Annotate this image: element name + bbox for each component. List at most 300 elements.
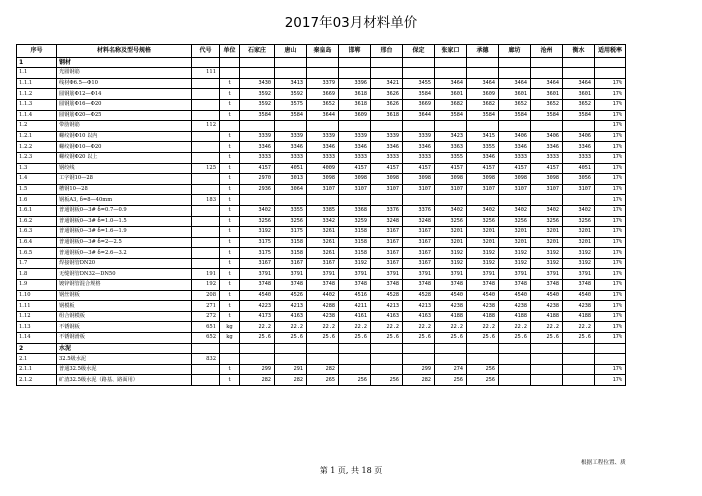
column-header: 代号 xyxy=(192,45,220,58)
material-code: 652 xyxy=(192,333,220,344)
material-name: 光圆钢筋 xyxy=(57,68,192,79)
tax-rate: 17% xyxy=(595,174,626,185)
price-tangshan: 3175 xyxy=(275,227,307,238)
unit: t xyxy=(220,205,240,216)
unit xyxy=(220,121,240,132)
material-name: 普通钢板0—3# δ=1.0—1.5 xyxy=(57,216,192,227)
price-chengde xyxy=(467,57,499,68)
tax-rate: 17% xyxy=(595,375,626,386)
price-zhangjiakou xyxy=(435,121,467,132)
price-qinhuangdao: 3748 xyxy=(307,280,339,291)
price-qinhuangdao: 3339 xyxy=(307,131,339,142)
price-handan: 3259 xyxy=(339,216,371,227)
price-handan: 3609 xyxy=(339,110,371,121)
tax-rate: 17% xyxy=(595,121,626,132)
tax-rate: 17% xyxy=(595,269,626,280)
column-header: 承德 xyxy=(467,45,499,58)
price-baoding: 3167 xyxy=(403,237,435,248)
price-shijiazhuang xyxy=(240,68,275,79)
unit: t xyxy=(220,280,240,291)
price-cangzhou: 3652 xyxy=(531,99,563,110)
price-chengde: 3098 xyxy=(467,174,499,185)
table-body xyxy=(17,57,626,385)
price-langfang xyxy=(499,121,531,132)
price-cangzhou: 3098 xyxy=(531,174,563,185)
price-baoding: 25.6 xyxy=(403,333,435,344)
table-row xyxy=(17,237,626,248)
material-code xyxy=(192,227,220,238)
material-code xyxy=(192,131,220,142)
price-baoding: 282 xyxy=(403,375,435,386)
price-shijiazhuang: 3167 xyxy=(240,258,275,269)
table-row xyxy=(17,110,626,121)
price-hengshui: 3402 xyxy=(563,205,595,216)
table-row xyxy=(17,354,626,365)
price-qinhuangdao: 3385 xyxy=(307,205,339,216)
unit: kg xyxy=(220,322,240,333)
tax-rate xyxy=(595,354,626,365)
price-qinhuangdao xyxy=(307,195,339,206)
price-zhangjiakou: 256 xyxy=(435,375,467,386)
price-tangshan: 3575 xyxy=(275,99,307,110)
price-xingtai: 4157 xyxy=(371,163,403,174)
price-handan: 3368 xyxy=(339,205,371,216)
price-baoding xyxy=(403,195,435,206)
price-langfang xyxy=(499,68,531,79)
price-zhangjiakou: 3464 xyxy=(435,78,467,89)
price-handan: 22.2 xyxy=(339,322,371,333)
price-zhangjiakou: 3192 xyxy=(435,248,467,259)
price-cangzhou: 3192 xyxy=(531,248,563,259)
price-shijiazhuang: 25.6 xyxy=(240,333,275,344)
price-hengshui: 3333 xyxy=(563,152,595,163)
price-shijiazhuang: 3339 xyxy=(240,131,275,142)
price-xingtai: 4528 xyxy=(371,290,403,301)
tax-rate: 17% xyxy=(595,258,626,269)
price-cangzhou: 4238 xyxy=(531,301,563,312)
price-chengde: 3256 xyxy=(467,216,499,227)
item-number: 2.1.1 xyxy=(17,364,57,375)
unit: t xyxy=(220,290,240,301)
price-handan xyxy=(339,57,371,68)
price-hengshui: 3201 xyxy=(563,237,595,248)
table-row xyxy=(17,184,626,195)
price-chengde: 3584 xyxy=(467,110,499,121)
price-cangzhou: 4188 xyxy=(531,311,563,322)
price-handan: 3346 xyxy=(339,142,371,153)
material-code: 208 xyxy=(192,290,220,301)
price-cangzhou: 3406 xyxy=(531,131,563,142)
item-number: 1.2.3 xyxy=(17,152,57,163)
price-tangshan: 3158 xyxy=(275,237,307,248)
item-number: 1 xyxy=(17,57,57,68)
table-row xyxy=(17,280,626,291)
material-name: 组合钢模板 xyxy=(57,311,192,322)
price-tangshan xyxy=(275,121,307,132)
tax-rate: 17% xyxy=(595,131,626,142)
price-xingtai: 22.2 xyxy=(371,322,403,333)
unit: t xyxy=(220,375,240,386)
page-title: 2017年03月材料单价 xyxy=(284,15,418,31)
column-header: 适用税率 xyxy=(595,45,626,58)
price-hengshui xyxy=(563,343,595,354)
material-code: 183 xyxy=(192,195,220,206)
material-code xyxy=(192,364,220,375)
price-langfang xyxy=(499,343,531,354)
price-qinhuangdao: 4402 xyxy=(307,290,339,301)
price-tangshan: 25.6 xyxy=(275,333,307,344)
price-tangshan xyxy=(275,354,307,365)
unit: t xyxy=(220,99,240,110)
price-chengde: 4188 xyxy=(467,311,499,322)
material-code xyxy=(192,184,220,195)
price-tangshan: 4163 xyxy=(275,311,307,322)
price-zhangjiakou: 3423 xyxy=(435,131,467,142)
price-zhangjiakou xyxy=(435,354,467,365)
table-row xyxy=(17,131,626,142)
tax-rate: 17% xyxy=(595,311,626,322)
price-shijiazhuang: 3592 xyxy=(240,89,275,100)
tax-rate: 17% xyxy=(595,110,626,121)
table-row xyxy=(17,248,626,259)
price-chengde: 3748 xyxy=(467,280,499,291)
price-qinhuangdao: 3379 xyxy=(307,78,339,89)
price-handan xyxy=(339,364,371,375)
price-chengde: 3464 xyxy=(467,78,499,89)
price-qinhuangdao: 4238 xyxy=(307,311,339,322)
price-tangshan xyxy=(275,57,307,68)
price-langfang: 3464 xyxy=(499,78,531,89)
price-baoding xyxy=(403,343,435,354)
price-cangzhou: 3464 xyxy=(531,78,563,89)
material-name: 焊接钢管DN20 xyxy=(57,258,192,269)
price-hengshui: 3201 xyxy=(563,227,595,238)
price-handan: 4157 xyxy=(339,163,371,174)
price-qinhuangdao xyxy=(307,343,339,354)
table-row xyxy=(17,333,626,344)
material-code: 112 xyxy=(192,121,220,132)
tax-rate: 17% xyxy=(595,322,626,333)
item-number: 1.12 xyxy=(17,311,57,322)
price-baoding: 3644 xyxy=(403,110,435,121)
price-handan: 3618 xyxy=(339,89,371,100)
unit: t xyxy=(220,227,240,238)
tax-rate: 17% xyxy=(595,280,626,291)
price-langfang: 25.6 xyxy=(499,333,531,344)
price-baoding: 3167 xyxy=(403,258,435,269)
price-zhangjiakou: 3201 xyxy=(435,227,467,238)
tax-rate: 17% xyxy=(595,290,626,301)
material-code xyxy=(192,248,220,259)
unit: t xyxy=(220,110,240,121)
price-xingtai: 3333 xyxy=(371,152,403,163)
price-shijiazhuang: 282 xyxy=(240,375,275,386)
table-row xyxy=(17,195,626,206)
price-shijiazhuang: 3192 xyxy=(240,227,275,238)
material-name: 不锈钢滑板 xyxy=(57,333,192,344)
material-name: 矿渣32.5级水泥（路基、路面用） xyxy=(57,375,192,386)
price-xingtai: 4213 xyxy=(371,301,403,312)
price-qinhuangdao: 282 xyxy=(307,364,339,375)
price-hengshui: 25.6 xyxy=(563,333,595,344)
unit: t xyxy=(220,216,240,227)
tax-rate: 17% xyxy=(595,333,626,344)
price-xingtai xyxy=(371,195,403,206)
column-header: 唐山 xyxy=(275,45,307,58)
price-tangshan: 291 xyxy=(275,364,307,375)
item-number: 2.1.2 xyxy=(17,375,57,386)
price-baoding: 4163 xyxy=(403,311,435,322)
price-shijiazhuang xyxy=(240,121,275,132)
price-shijiazhuang xyxy=(240,57,275,68)
unit: t xyxy=(220,174,240,185)
price-tangshan: 3592 xyxy=(275,89,307,100)
price-cangzhou: 3791 xyxy=(531,269,563,280)
table-row xyxy=(17,174,626,185)
column-header: 张家口 xyxy=(435,45,467,58)
price-cangzhou xyxy=(531,68,563,79)
price-chengde: 3791 xyxy=(467,269,499,280)
price-langfang: 3192 xyxy=(499,258,531,269)
price-hengshui: 3056 xyxy=(563,174,595,185)
material-code xyxy=(192,89,220,100)
unit: t xyxy=(220,269,240,280)
price-handan: 3158 xyxy=(339,237,371,248)
tax-rate: 17% xyxy=(595,248,626,259)
price-cangzhou: 3201 xyxy=(531,237,563,248)
tax-rate: 17% xyxy=(595,216,626,227)
price-qinhuangdao: 3644 xyxy=(307,110,339,121)
unit: kg xyxy=(220,333,240,344)
price-baoding: 3107 xyxy=(403,184,435,195)
price-chengde: 4157 xyxy=(467,163,499,174)
price-xingtai: 3376 xyxy=(371,205,403,216)
item-number: 1.6.5 xyxy=(17,248,57,259)
price-xingtai: 256 xyxy=(371,375,403,386)
material-name: 普通32.5级水泥 xyxy=(57,364,192,375)
price-chengde: 3402 xyxy=(467,205,499,216)
column-header: 沧州 xyxy=(531,45,563,58)
price-langfang: 3748 xyxy=(499,280,531,291)
material-code xyxy=(192,57,220,68)
price-chengde: 3415 xyxy=(467,131,499,142)
price-baoding: 3098 xyxy=(403,174,435,185)
price-handan: 3107 xyxy=(339,184,371,195)
tax-rate: 17% xyxy=(595,78,626,89)
price-xingtai: 25.6 xyxy=(371,333,403,344)
tax-rate: 17% xyxy=(595,195,626,206)
price-chengde: 22.2 xyxy=(467,322,499,333)
price-chengde: 3107 xyxy=(467,184,499,195)
table-row xyxy=(17,99,626,110)
price-cangzhou xyxy=(531,375,563,386)
item-number: 1.6.4 xyxy=(17,237,57,248)
price-qinhuangdao: 3167 xyxy=(307,258,339,269)
price-zhangjiakou: 4188 xyxy=(435,311,467,322)
price-langfang: 4157 xyxy=(499,163,531,174)
tax-rate: 17% xyxy=(595,152,626,163)
price-handan: 256 xyxy=(339,375,371,386)
material-name: 普通钢板0—3# δ=2—2.5 xyxy=(57,237,192,248)
price-table xyxy=(16,44,626,386)
material-code: 651 xyxy=(192,322,220,333)
footnote: 根据工程位置、质 xyxy=(581,460,626,466)
material-code: 111 xyxy=(192,68,220,79)
price-shijiazhuang: 3791 xyxy=(240,269,275,280)
price-handan: 4161 xyxy=(339,311,371,322)
price-langfang: 4238 xyxy=(499,301,531,312)
tax-rate: 17% xyxy=(595,237,626,248)
material-name: 圆钢筋Φ16—Φ20 xyxy=(57,99,192,110)
price-baoding: 4213 xyxy=(403,301,435,312)
price-chengde: 3609 xyxy=(467,89,499,100)
price-shijiazhuang xyxy=(240,195,275,206)
price-hengshui: 3791 xyxy=(563,269,595,280)
price-langfang: 3201 xyxy=(499,227,531,238)
price-cangzhou: 3601 xyxy=(531,89,563,100)
item-number: 1.6.3 xyxy=(17,227,57,238)
material-code xyxy=(192,110,220,121)
material-code xyxy=(192,216,220,227)
material-code xyxy=(192,205,220,216)
material-code: 271 xyxy=(192,301,220,312)
price-baoding: 3584 xyxy=(403,89,435,100)
table-row xyxy=(17,68,626,79)
price-cangzhou: 3584 xyxy=(531,110,563,121)
unit: t xyxy=(220,89,240,100)
price-hengshui xyxy=(563,68,595,79)
column-header: 保定 xyxy=(403,45,435,58)
item-number: 1.1.1 xyxy=(17,78,57,89)
price-chengde: 3192 xyxy=(467,258,499,269)
price-shijiazhuang: 3592 xyxy=(240,99,275,110)
material-name: 槽钢10—28 xyxy=(57,184,192,195)
table-row xyxy=(17,375,626,386)
price-xingtai: 3626 xyxy=(371,89,403,100)
item-number: 1.10 xyxy=(17,290,57,301)
price-langfang: 4188 xyxy=(499,311,531,322)
price-tangshan: 3256 xyxy=(275,216,307,227)
column-header: 邯郸 xyxy=(339,45,371,58)
price-qinhuangdao: 4288 xyxy=(307,301,339,312)
price-langfang: 22.2 xyxy=(499,322,531,333)
price-xingtai: 3167 xyxy=(371,237,403,248)
price-chengde xyxy=(467,121,499,132)
price-cangzhou xyxy=(531,195,563,206)
price-zhangjiakou: 3355 xyxy=(435,152,467,163)
tax-rate: 17% xyxy=(595,163,626,174)
material-name: 32.5级水泥 xyxy=(57,354,192,365)
unit: t xyxy=(220,195,240,206)
price-shijiazhuang: 2936 xyxy=(240,184,275,195)
item-number: 1.7 xyxy=(17,258,57,269)
unit: t xyxy=(220,152,240,163)
price-xingtai: 3748 xyxy=(371,280,403,291)
price-tangshan: 3413 xyxy=(275,78,307,89)
price-cangzhou xyxy=(531,343,563,354)
price-xingtai: 3167 xyxy=(371,227,403,238)
material-code: 125 xyxy=(192,163,220,174)
column-header: 衡水 xyxy=(563,45,595,58)
price-langfang: 3098 xyxy=(499,174,531,185)
price-xingtai: 3098 xyxy=(371,174,403,185)
price-langfang xyxy=(499,195,531,206)
material-name: 钢绞线 xyxy=(57,163,192,174)
price-langfang: 3791 xyxy=(499,269,531,280)
price-chengde: 3192 xyxy=(467,248,499,259)
material-name: 水泥 xyxy=(57,343,192,354)
material-name: 无缝钢管DN32—DN50 xyxy=(57,269,192,280)
item-number: 1.1.2 xyxy=(17,89,57,100)
price-zhangjiakou: 3402 xyxy=(435,205,467,216)
material-name: 圆钢筋Φ20—Φ25 xyxy=(57,110,192,121)
item-number: 1.3 xyxy=(17,163,57,174)
price-langfang: 3256 xyxy=(499,216,531,227)
price-xingtai: 3248 xyxy=(371,216,403,227)
price-shijiazhuang xyxy=(240,354,275,365)
price-handan: 25.6 xyxy=(339,333,371,344)
price-handan: 3618 xyxy=(339,99,371,110)
unit: t xyxy=(220,248,240,259)
price-shijiazhuang: 3256 xyxy=(240,216,275,227)
tax-rate: 17% xyxy=(595,227,626,238)
price-handan: 3158 xyxy=(339,248,371,259)
price-chengde xyxy=(467,195,499,206)
price-handan: 3098 xyxy=(339,174,371,185)
price-cangzhou: 3201 xyxy=(531,227,563,238)
price-langfang xyxy=(499,364,531,375)
unit: t xyxy=(220,311,240,322)
price-zhangjiakou: 3256 xyxy=(435,216,467,227)
price-xingtai xyxy=(371,121,403,132)
price-shijiazhuang: 3402 xyxy=(240,205,275,216)
material-code xyxy=(192,174,220,185)
price-baoding xyxy=(403,68,435,79)
price-hengshui: 4188 xyxy=(563,311,595,322)
price-chengde: 4540 xyxy=(467,290,499,301)
table-row xyxy=(17,301,626,312)
price-langfang: 3107 xyxy=(499,184,531,195)
unit xyxy=(220,68,240,79)
table-row xyxy=(17,364,626,375)
material-code: 191 xyxy=(192,269,220,280)
price-zhangjiakou: 3584 xyxy=(435,110,467,121)
tax-rate: 17% xyxy=(595,184,626,195)
price-shijiazhuang: 3584 xyxy=(240,110,275,121)
price-baoding: 4157 xyxy=(403,163,435,174)
price-zhangjiakou: 3748 xyxy=(435,280,467,291)
item-number: 2.1 xyxy=(17,354,57,365)
table-row xyxy=(17,322,626,333)
material-name: 螺纹钢Φ20 以上 xyxy=(57,152,192,163)
material-code xyxy=(192,99,220,110)
price-handan: 3339 xyxy=(339,131,371,142)
price-langfang: 3402 xyxy=(499,205,531,216)
price-tangshan: 3064 xyxy=(275,184,307,195)
price-xingtai: 3167 xyxy=(371,258,403,269)
price-hengshui xyxy=(563,364,595,375)
price-zhangjiakou: 4157 xyxy=(435,163,467,174)
price-handan: 3748 xyxy=(339,280,371,291)
tax-rate xyxy=(595,57,626,68)
price-tangshan: 3339 xyxy=(275,131,307,142)
price-shijiazhuang: 3333 xyxy=(240,152,275,163)
price-cangzhou: 25.6 xyxy=(531,333,563,344)
price-qinhuangdao xyxy=(307,121,339,132)
price-baoding xyxy=(403,57,435,68)
price-xingtai xyxy=(371,354,403,365)
price-hengshui: 4540 xyxy=(563,290,595,301)
